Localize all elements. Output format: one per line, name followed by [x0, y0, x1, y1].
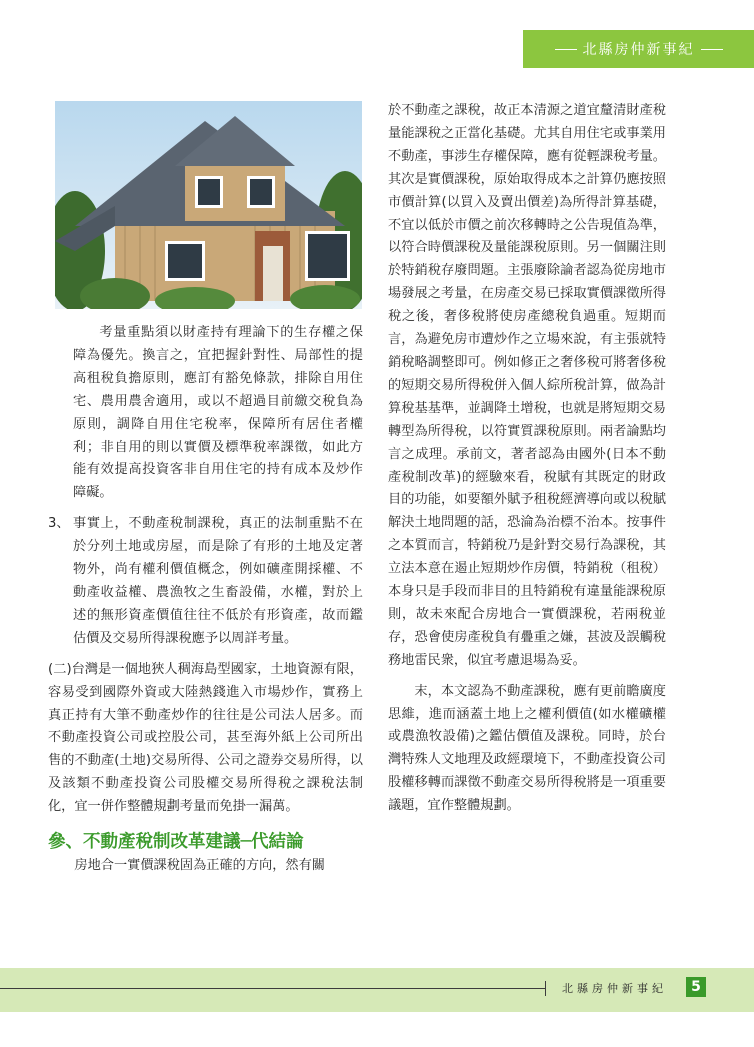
footer-tick [545, 981, 546, 996]
left-column [48, 322, 363, 878]
item-number: 3、 [48, 516, 70, 532]
continuation-paragraph: 考量重點須以財產持有理論下的生存權之保障為優先。換言之，宜把握針對性、局部性的提高租稅負擔原則，應訂有豁免條款，排除自用住宅、農用農舍適用，或以不超過目前繳交稅負為原則，調降自用住宅稅率，保障所有居住者權利；非自用的則以實價及標準稅率課徵，如此方能有效提高投資客非自用住宅的持有成本及炒作障礙。 [73, 325, 363, 501]
paragraph: (二)台灣是一個地狹人稠海島型國家，土地資源有限，容易受到國際外資或大陸熱錢進入市場炒作，實務上真正持有大筆不動產炒作的往往是公司法人居多。而不動產投資公司或控股公司，甚至海外紙上公司所出售的不動產(土地)交易所得、公司之證券交易所得，以及該類不動產投資公司股權交易所得稅之課稅法制化，宜一併作整體規劃考量而免掛一漏萬。 [48, 661, 363, 815]
header-divider-right [701, 49, 723, 50]
section-heading: 參、不動產稅制改革建議─代結論 [48, 832, 304, 853]
right-column [388, 100, 666, 818]
paragraph: 末，本文認為不動產課稅，應有更前瞻廣度思維，進而涵蓋土地上之權利價值(如水權礦權或農漁牧設備)之鑑估價值及課稅。同時，於台灣特殊人文地理及政經環境下，不動產投資公司股權移轉而課徵不動產交易所得稅將是一項重要議題，宜作整體規劃。 [388, 683, 666, 814]
item-text: 事實上，不動產稅制課稅，真正的法制重點不在於分列土地或房屋，而是除了有形的土地及定著物外，尚有權利價值概念，例如礦產開採權、不動產收益權、農漁牧之生畜設備，水權，對於上述的無形資產價值往往不低於有形資產，故而鑑估價及交易所得課稅應予以周詳考量。 [73, 516, 363, 646]
header-band [523, 30, 754, 68]
paragraph: 房地合一實價課稅固為正確的方向，然有關 [74, 858, 325, 874]
footer-rule [0, 988, 545, 989]
header-title: 北縣房仲新事紀 [582, 42, 695, 58]
footer-title: 北縣房仲新事紀 [562, 982, 667, 995]
header-divider-left [555, 49, 577, 50]
paragraph: 於不動產之課稅，故正本清源之道宜釐清財產稅量能課稅之正當化基礎。尤其自用住宅或事業用不動產，事涉生存權保障，應有從輕課稅考量。其次是實價課稅，原始取得成本之計算仍應按照市價計算(以買入及賣出價差)為所得計算基礎，不宜以低於市價之前次移轉時之公告現值為準，以符合時價課稅及量能課稅原則。另一個關注則於特銷稅存廢問題。主張廢除論者認為從房地市場發展之考量，在房產交易已採取實價課徵所得稅之後，奢侈稅將使房產總稅負過重。短期而言，為避免房市遭炒作之立場來說，有主張就特銷稅略調整即可。例如修正之奢侈稅可將奢侈稅的短期交易所得稅併入個人綜所稅計算，做為計算稅基基準，並調降土增稅，也就是將短期交易轉型為所得稅，以符實質課稅原則。兩者論點均言之成理。承前文，著者認為由國外(日本不動產稅制改革)的經驗來看，稅賦有其既定的財政目的功能，如要額外賦予租稅經濟導向或以稅賦解決土地問題的話，恐淪為治標不治本。按事件之本質而言，特銷稅乃是針對交易行為課稅，其立法本意在遏止短期炒作房價，特銷稅（租稅）本身只是手段而非目的且特銷稅有違量能課稅原則，故未來配合房地合一實價課稅，若兩稅並存，恐會使房產稅負有疊重之嫌，甚波及誤觸稅務地雷民衆，似宜考慮退場為妥。 [388, 103, 666, 668]
list-item [48, 513, 363, 650]
house-photo-icon [55, 101, 362, 309]
house-photo [55, 101, 362, 309]
page-number: 5 [686, 977, 706, 997]
